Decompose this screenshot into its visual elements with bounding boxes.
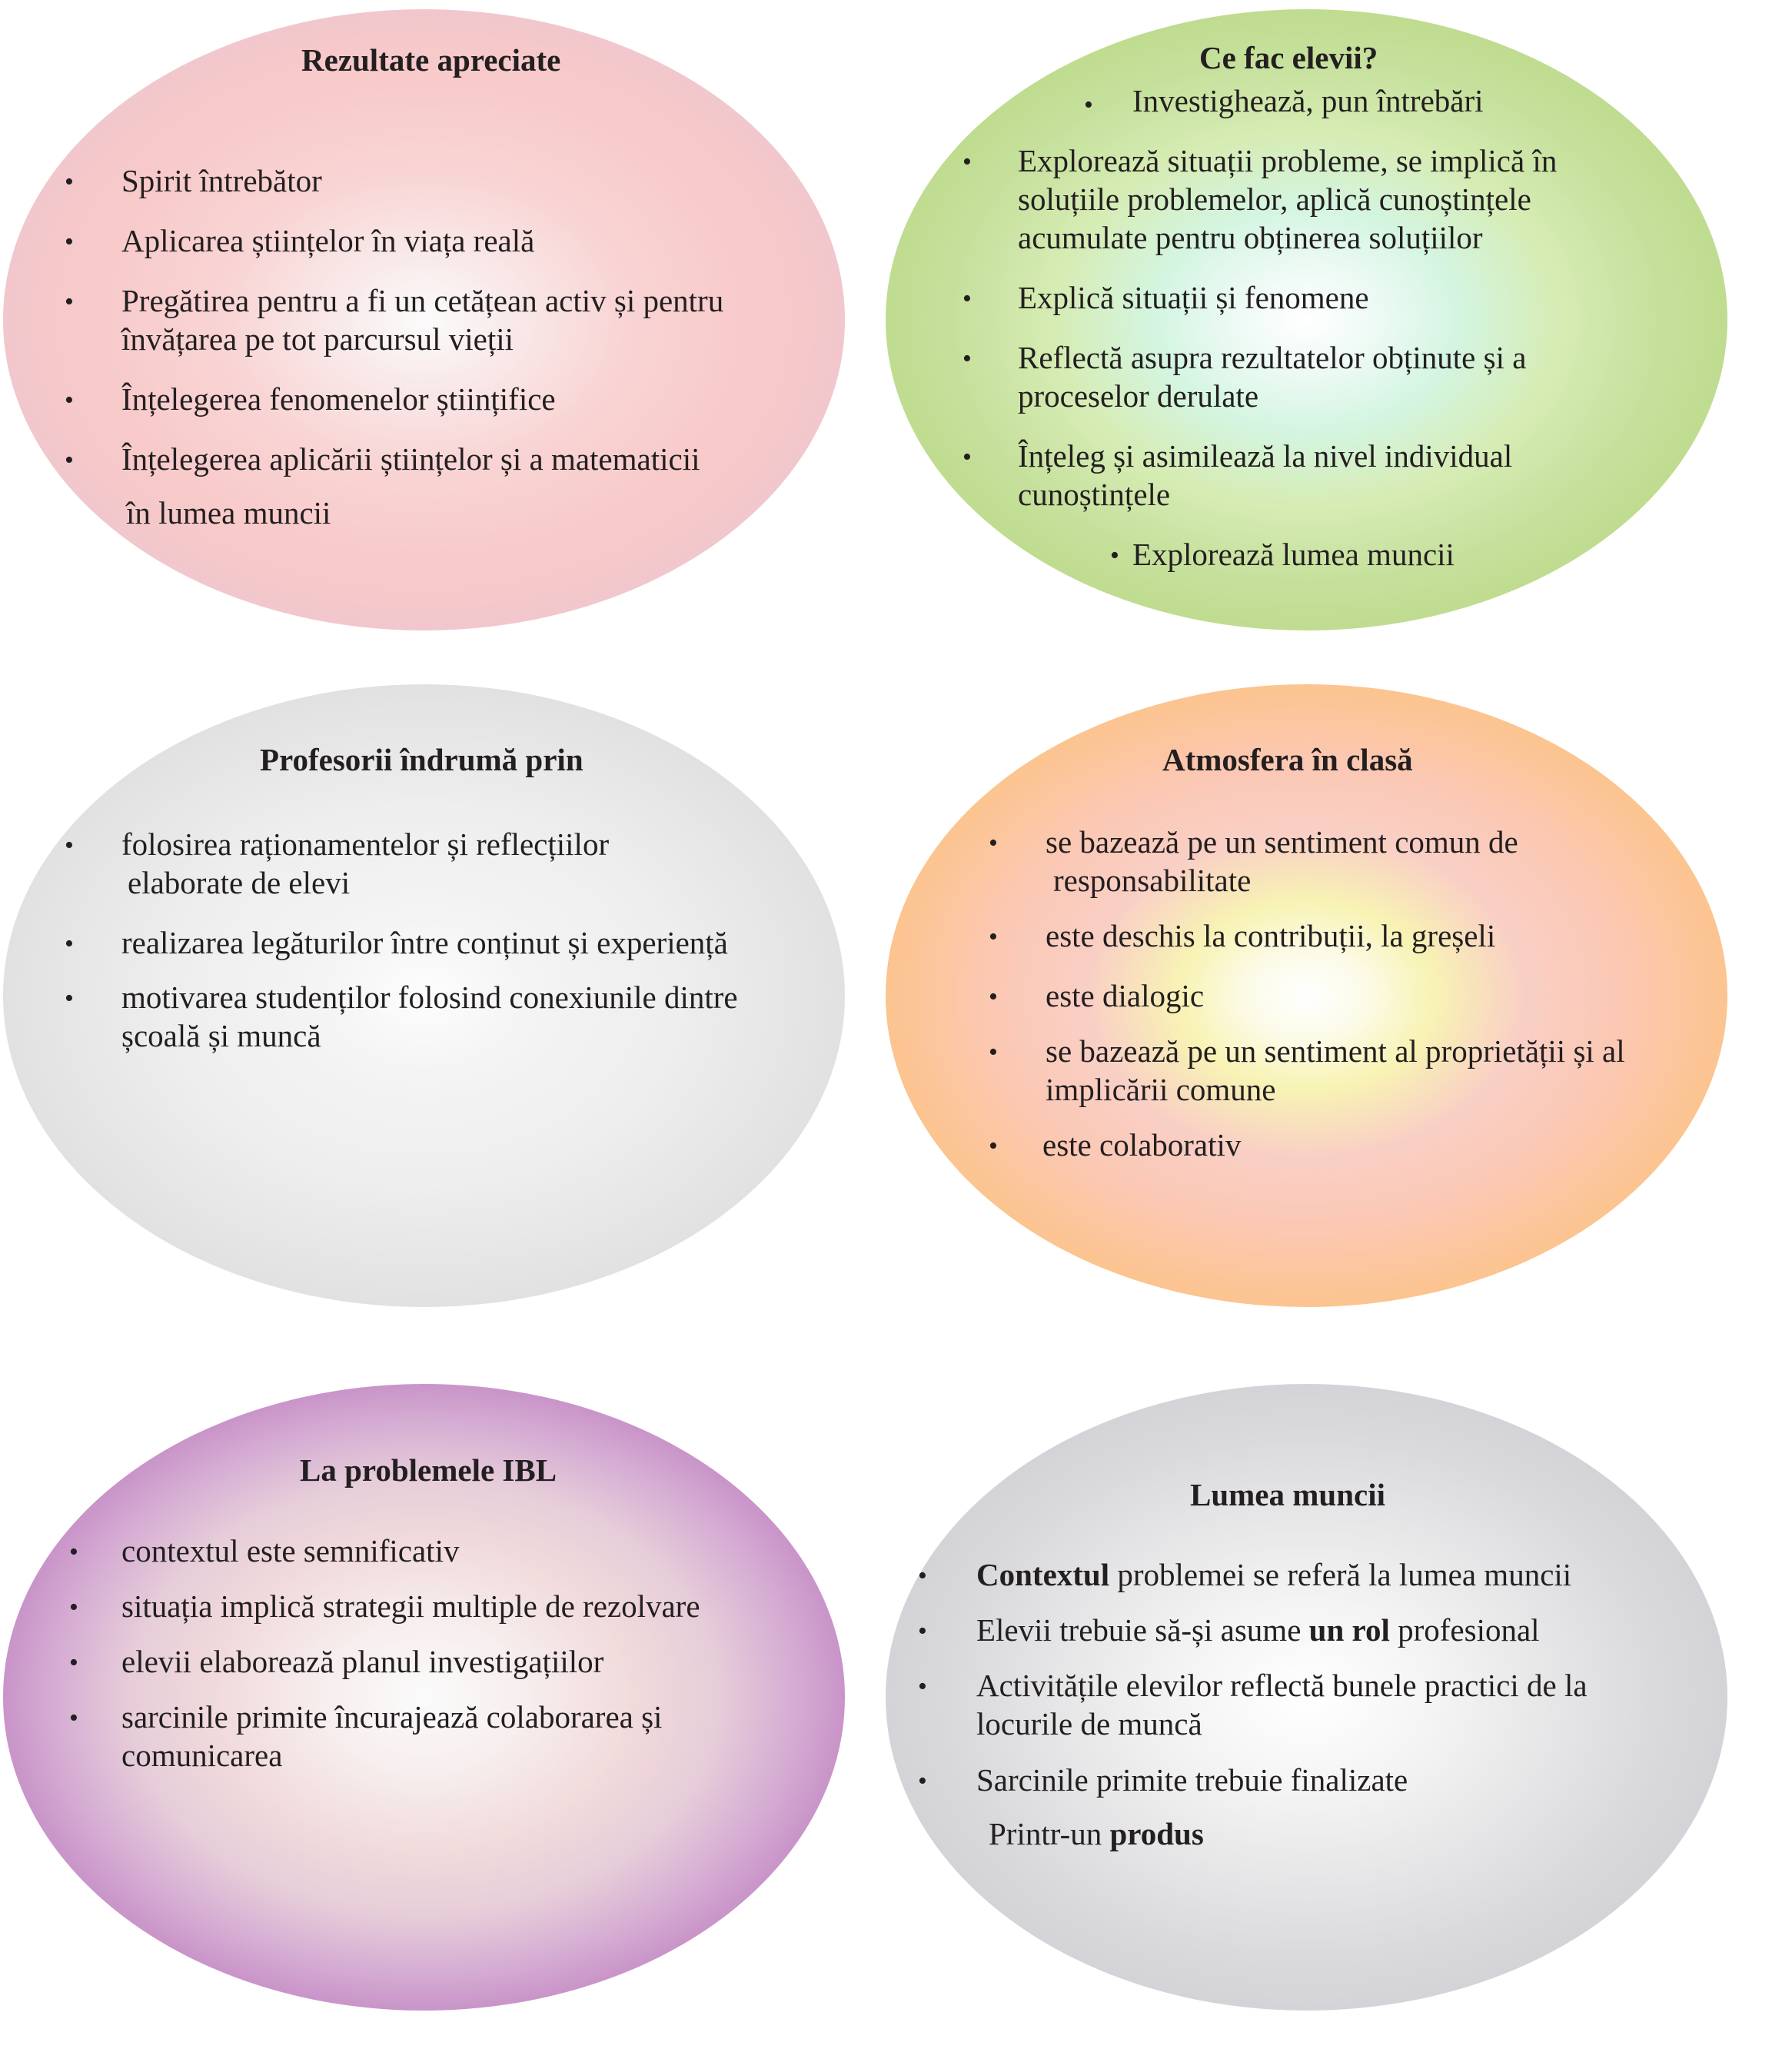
item-text: Explorează lumea muncii	[1132, 537, 1455, 572]
item-text: acumulate pentru obținerea soluțiilor	[1018, 220, 1483, 255]
bold-term: un rol	[1308, 1612, 1390, 1648]
item-text: Reflectă asupra rezultatelor obținute și a	[1018, 340, 1527, 375]
item-text: implicării comune	[1046, 1072, 1276, 1107]
item-text: Înțelegerea fenomenelor științifice	[121, 381, 556, 417]
item-text: realizarea legăturilor între conținut și experiență	[121, 925, 728, 960]
item-text: este colaborativ	[1042, 1127, 1242, 1163]
bullet: •	[65, 386, 74, 414]
bullet: •	[65, 228, 74, 256]
title-la-problemele-ibl: La problemele IBL	[300, 1452, 557, 1488]
item-text: proceselor derulate	[1018, 378, 1259, 414]
item-text: locurile de muncă	[976, 1706, 1202, 1741]
item-text: Pregătirea pentru a fi un cetățean activ și pentru	[121, 283, 724, 318]
item-text: elevii elaborează planul investigațiilor	[121, 1644, 604, 1679]
item-text: școală și muncă	[121, 1018, 321, 1053]
title-rezultate-apreciate: Rezultate apreciate	[301, 42, 561, 78]
item-text: Explorează situații probleme, se implică în	[1018, 143, 1558, 178]
item-text: motivarea studenților folosind conexiunile dintre	[121, 980, 738, 1015]
item-text: elaborate de elevi	[128, 865, 351, 900]
bullet: •	[1084, 91, 1093, 119]
item-text	[976, 1611, 1540, 1650]
bullet: •	[65, 930, 74, 958]
item-text: este deschis la contribuții, la greșeli	[1046, 918, 1496, 953]
bullet: •	[65, 168, 74, 196]
bullet: •	[962, 344, 972, 373]
item-text: învățarea pe tot parcursul vieții	[121, 321, 514, 357]
bullet: •	[962, 284, 972, 313]
bullet: •	[989, 983, 998, 1011]
bold-term: produs	[1109, 1816, 1204, 1851]
title-profesorii-indruma: Profesorii îndrumă prin	[260, 742, 583, 777]
bullet: •	[962, 443, 972, 471]
item-text: soluțiile problemelor, aplică cunoștințele	[1018, 181, 1531, 217]
item-text: se bazează pe un sentiment al proprietății și al	[1046, 1033, 1625, 1069]
item-text: Aplicarea științelor în viața reală	[121, 223, 535, 258]
bold-term: Contextul	[976, 1557, 1110, 1592]
item-text: Sarcinile primite trebuie finalizate	[976, 1762, 1408, 1798]
item-text: Activitățile elevilor reflectă bunele practici de la	[976, 1668, 1588, 1703]
item-text: Înțelegerea aplicării științelor și a matematicii	[121, 441, 700, 477]
item-text: responsabilitate	[1053, 863, 1252, 898]
title-atmosfera-in-clasa: Atmosfera în clasă	[1162, 742, 1413, 777]
item-text: în lumea muncii	[126, 495, 331, 531]
title-ce-fac-elevii: Ce fac elevii?	[1199, 40, 1378, 75]
ellipse-atmosfera-in-clasa	[886, 684, 1727, 1307]
bullet: •	[989, 829, 998, 857]
item-text: contextul este semnificativ	[121, 1533, 460, 1568]
bullet: •	[69, 1538, 78, 1566]
item-text-part: Printr-un	[989, 1816, 1110, 1851]
bullet: •	[989, 1038, 998, 1066]
item-text-part: Elevii trebuie să-și asume	[976, 1612, 1309, 1648]
item-text: este dialogic	[1046, 978, 1205, 1013]
item-text: Investighează, pun întrebări	[1132, 83, 1484, 118]
title-lumea-muncii: Lumea muncii	[1190, 1477, 1385, 1512]
bullet: •	[989, 1132, 998, 1160]
item-text: situația implică strategii multiple de rezolvare	[121, 1588, 700, 1624]
item-text-part: profesional	[1389, 1612, 1540, 1648]
bullet: •	[918, 1672, 927, 1701]
bullet: •	[65, 288, 74, 316]
bullet: •	[69, 1704, 78, 1732]
item-text: cunoștințele	[1018, 477, 1171, 512]
bullet: •	[69, 1593, 78, 1622]
bullet: •	[962, 148, 972, 176]
item-text-rest: problemei se referă la lumea muncii	[1117, 1557, 1572, 1592]
item-text	[976, 1555, 1571, 1595]
bullet: •	[69, 1648, 78, 1677]
bullet: •	[918, 1617, 927, 1645]
item-text: se bazează pe un sentiment comun de	[1046, 824, 1518, 860]
item-text: Înțeleg și asimilează la nivel individual	[1018, 438, 1513, 474]
bullet: •	[918, 1767, 927, 1795]
item-text: folosirea raționamentelor și reflecțiilor	[121, 827, 610, 862]
bullet: •	[65, 984, 74, 1013]
bullet: •	[65, 446, 74, 474]
bullet: •	[1110, 541, 1119, 570]
item-text: comunicarea	[121, 1738, 283, 1773]
bullet: •	[989, 923, 998, 951]
item-text: Spirit întrebător	[121, 163, 322, 198]
bullet: •	[918, 1562, 927, 1590]
item-text: Explică situații și fenomene	[1018, 280, 1369, 315]
item-text	[989, 1815, 1204, 1854]
item-text: sarcinile primite încurajează colaborarea și	[121, 1699, 663, 1735]
bullet: •	[65, 831, 74, 860]
